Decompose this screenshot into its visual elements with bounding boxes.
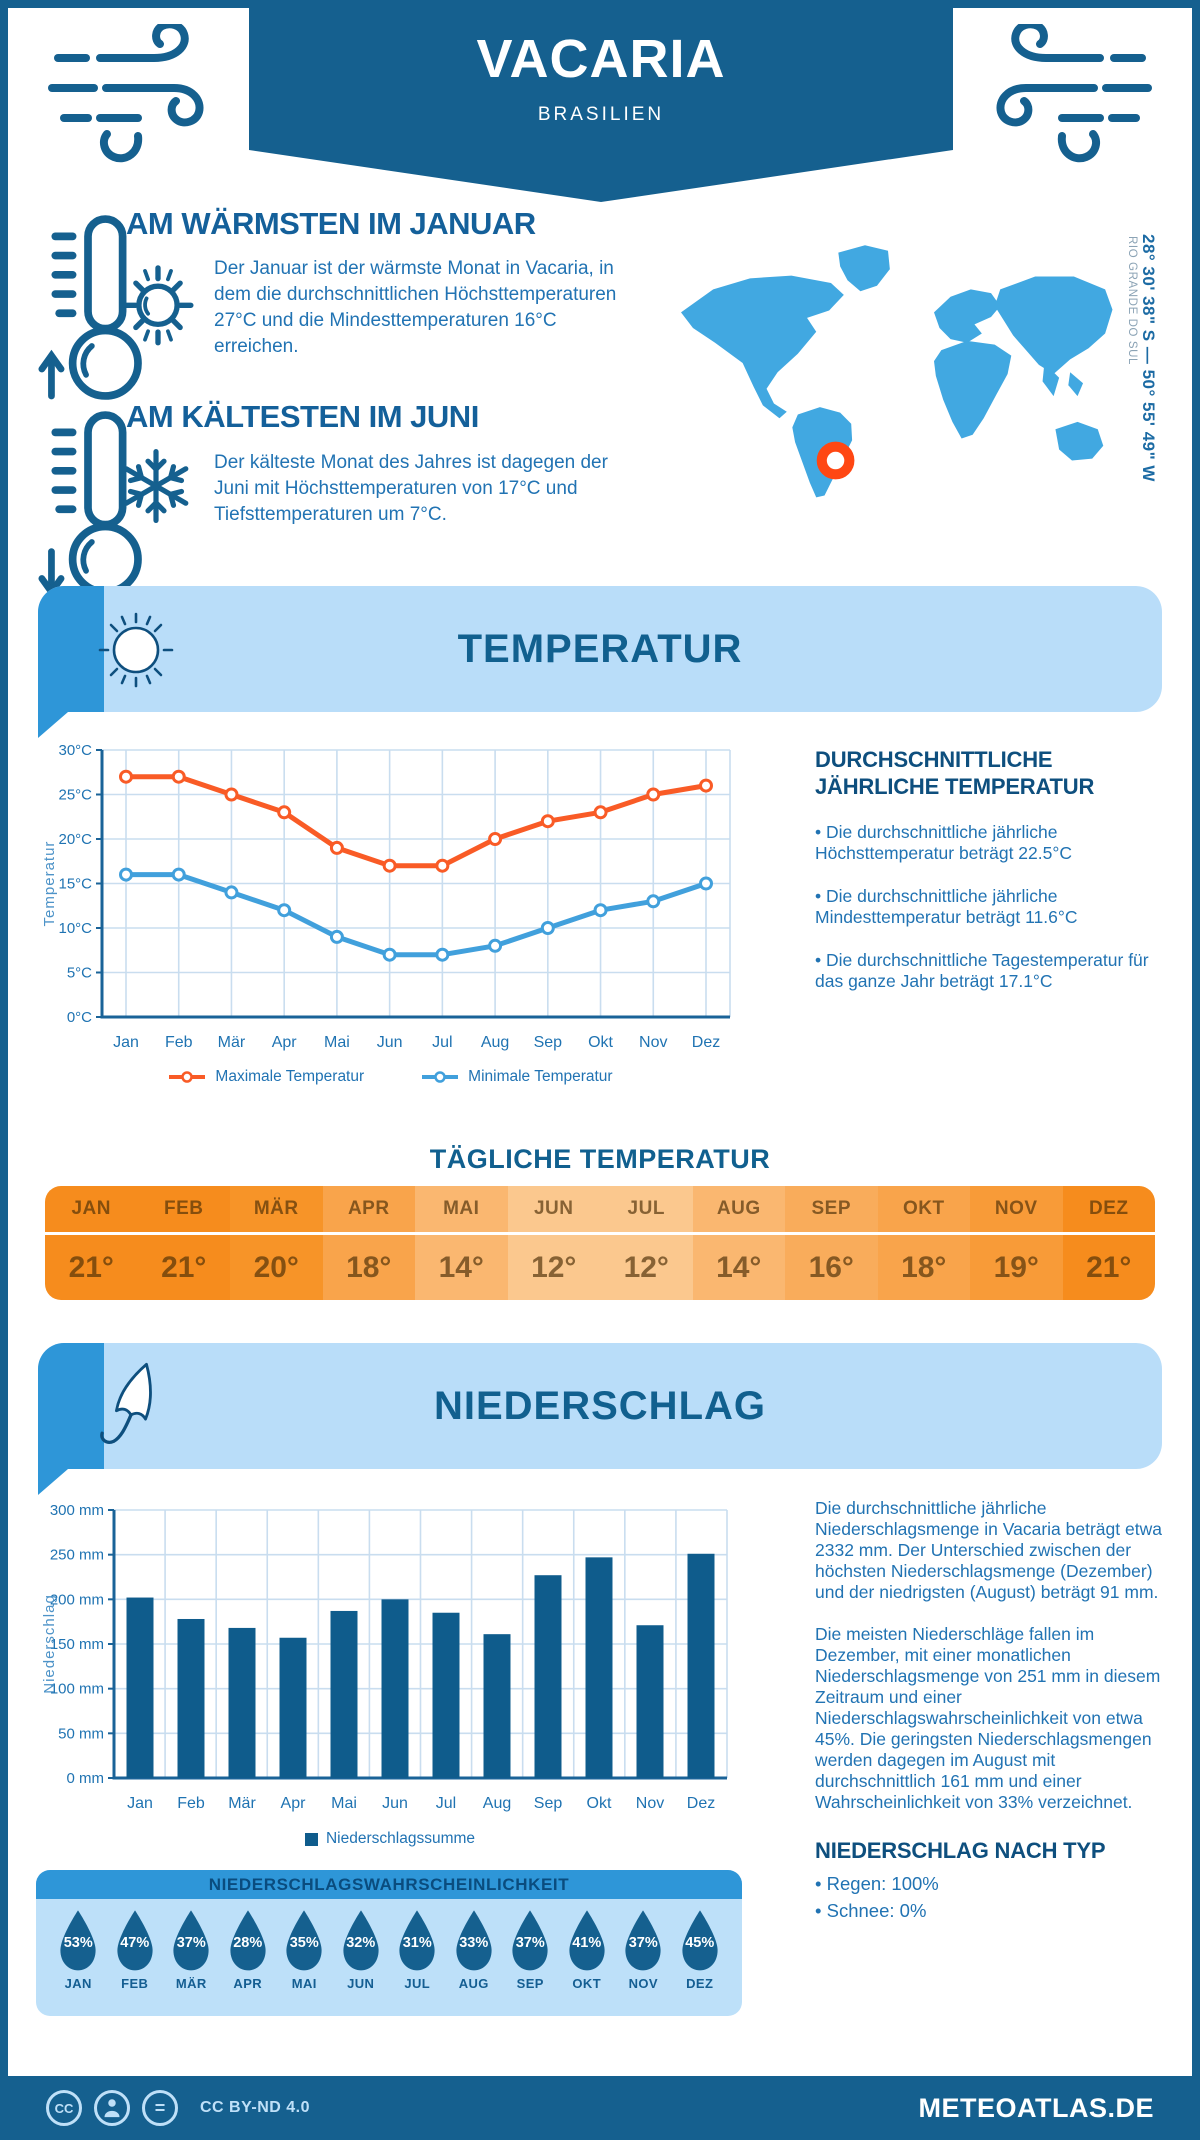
probability-value: 32% [346, 1935, 376, 1952]
legend-item: Minimale Temperatur [420, 1068, 612, 1086]
daily-month-label: MÄR [253, 1198, 299, 1219]
banner-tail [38, 712, 68, 738]
probability-value: 35% [289, 1935, 319, 1952]
svg-text:15°C: 15°C [58, 875, 92, 893]
daily-temp-cell [600, 1186, 693, 1300]
daily-month-label: DEZ [1089, 1198, 1129, 1219]
svg-text:200 mm: 200 mm [49, 1591, 104, 1609]
daily-temp-value: 14° [693, 1232, 786, 1300]
svg-text:Jun: Jun [376, 1034, 403, 1051]
location-marker [822, 447, 850, 475]
footer [0, 2076, 1200, 2140]
probability-value: 41% [572, 1935, 602, 1952]
svg-text:150 mm: 150 mm [49, 1636, 104, 1653]
daily-temp-cell [970, 1186, 1063, 1300]
summary-bullet: • Die durchschnittliche Tagestemperatur für das ganze Jahr beträgt 17.1°C [815, 950, 1171, 992]
precipitation-bar-chart [40, 1502, 740, 1832]
license-icons [46, 2090, 310, 2126]
world-map [658, 216, 1118, 510]
svg-text:0°C: 0°C [66, 1009, 92, 1026]
svg-text:Aug: Aug [480, 1034, 510, 1051]
svg-text:Mai: Mai [324, 1034, 350, 1051]
summary-bullet: • Die durchschnittliche jährliche Höchsttemperatur beträgt 22.5°C [815, 822, 1171, 864]
probability-cell [446, 1907, 503, 1991]
daily-temp-cell [508, 1186, 601, 1300]
probability-month-label: DEZ [686, 1976, 714, 1991]
temperature-line-chart [40, 742, 740, 1072]
svg-text:Apr: Apr [271, 1034, 297, 1051]
banner-chevron [249, 150, 953, 202]
daily-month-label: JUL [627, 1198, 665, 1219]
probability-month-label: JUN [347, 1976, 375, 1991]
svg-text:Mär: Mär [217, 1034, 246, 1051]
legend-swatch [305, 1833, 318, 1846]
probability-month-label: JAN [64, 1976, 92, 1991]
header [249, 8, 953, 150]
svg-text:Sep: Sep [533, 1034, 563, 1051]
svg-text:Dez: Dez [686, 1795, 716, 1812]
summary-bullet: • Die durchschnittliche jährliche Mindesttemperatur beträgt 11.6°C [815, 886, 1171, 928]
svg-text:20°C: 20°C [58, 831, 92, 848]
probability-value: 45% [685, 1935, 715, 1952]
wind-icon [42, 24, 242, 164]
daily-temperature-title: TÄGLICHE TEMPERATUR [429, 1144, 771, 1174]
legend-label: Niederschlagssumme [325, 1830, 476, 1847]
svg-text:5°C: 5°C [66, 964, 92, 982]
daily-temp-cell [138, 1186, 231, 1300]
temperature-summary-panel [815, 746, 1171, 992]
probability-cell [163, 1907, 220, 1991]
precip-type-title: NIEDERSCHLAG NACH TYP [815, 1838, 1106, 1863]
precip-type-bullet: • Schnee: 0% [815, 1897, 1171, 1924]
daily-temp-value: 12° [600, 1232, 693, 1300]
probability-cell [502, 1907, 559, 1991]
daily-temp-value: 18° [878, 1232, 971, 1300]
svg-text:Okt: Okt [586, 1795, 612, 1812]
svg-text:Niederschlag: Niederschlag [41, 1594, 58, 1694]
precipitation-section-banner [38, 1343, 1162, 1469]
temperature-section-banner [38, 586, 1162, 712]
probability-value: 31% [402, 1935, 432, 1952]
svg-text:10°C: 10°C [58, 920, 92, 937]
sun-icon [116, 248, 200, 358]
precipitation-probability-panel [36, 1870, 742, 2016]
probability-value: 37% [176, 1935, 206, 1952]
banner-tail [38, 1469, 68, 1495]
svg-text:250 mm: 250 mm [49, 1546, 104, 1564]
probability-month-label: AUG [458, 1976, 489, 1991]
daily-temp-cell [45, 1186, 138, 1300]
page-title: VACARIA [476, 29, 726, 89]
daily-temp-cell [878, 1186, 971, 1300]
daily-temp-value: 21° [1063, 1232, 1156, 1300]
svg-text:Aug: Aug [482, 1795, 512, 1812]
daily-temp-value: 20° [230, 1232, 323, 1300]
precip-paragraph: Die meisten Niederschläge fallen im Dezember, mit einer monatlichen Niederschlagsmenge von 251 mm in diesem Zeitraum und einer Niederschlagswahrscheinlichkeit von etwa 45%. Die geringsten Niederschlagsmengen werden dagegen im August mit durchschnittlich 161 mm und einer Wahrscheinlichkeit von 33% verzeichnet. [815, 1624, 1161, 1812]
section-title: TEMPERATUR [457, 626, 743, 671]
daily-month-label: JUN [533, 1198, 574, 1219]
daily-month-label: JAN [71, 1198, 111, 1219]
temperature-legend [40, 1068, 740, 1086]
daily-month-label: SEP [811, 1198, 852, 1219]
svg-text:Jul: Jul [435, 1795, 457, 1812]
probability-month-label: FEB [121, 1976, 149, 1991]
daily-temp-value: 12° [508, 1232, 601, 1300]
page-subtitle: BRASILIEN [537, 104, 665, 125]
svg-text:100 mm: 100 mm [49, 1680, 104, 1698]
no-derivatives-icon: = [142, 2090, 178, 2126]
svg-text:Nov: Nov [635, 1795, 665, 1812]
probability-month-label: JUL [404, 1976, 431, 1991]
daily-temp-cell [693, 1186, 786, 1300]
svg-text:Temperatur: Temperatur [41, 840, 58, 927]
wind-icon [958, 24, 1158, 164]
coldest-title: AM KÄLTESTEN IM JUNI [126, 399, 479, 434]
warmest-title: AM WÄRMSTEN IM JANUAR [126, 206, 536, 241]
daily-temp-cell [1063, 1186, 1156, 1300]
precipitation-summary-panel [815, 1498, 1171, 1924]
probability-month-label: MÄR [175, 1976, 207, 1991]
region-text: RIO GRANDE DO SUL [1126, 236, 1138, 366]
attribution-person-icon [94, 2090, 130, 2126]
coordinates-text: 28° 30' 38" S — 50° 55' 49" W [1139, 234, 1158, 482]
daily-temp-cell [230, 1186, 323, 1300]
license-label: CC BY-ND 4.0 [200, 2099, 311, 2116]
snowflake-icon [112, 438, 200, 534]
svg-text:Jul: Jul [432, 1034, 453, 1051]
daily-temp-value: 16° [785, 1232, 878, 1300]
svg-text:0 mm: 0 mm [66, 1770, 104, 1787]
svg-text:Feb: Feb [164, 1034, 193, 1051]
probability-cell [559, 1907, 616, 1991]
svg-text:25°C: 25°C [58, 786, 92, 804]
probability-month-label: APR [233, 1976, 263, 1991]
probability-value: 53% [63, 1935, 93, 1952]
legend-item: Maximale Temperatur [167, 1068, 364, 1086]
svg-text:Okt: Okt [588, 1034, 613, 1051]
svg-text:Feb: Feb [177, 1795, 205, 1812]
daily-month-label: MAI [443, 1198, 480, 1219]
geo-coordinates [1126, 234, 1158, 520]
probability-cell [389, 1907, 446, 1991]
precip-paragraph: Die durchschnittliche jährliche Niederschlagsmenge in Vacaria beträgt etwa 2332 mm. Der Unterschied zwischen der höchsten Niederschlagsmenge (Dezember) und der niedrigsten (August) beträgt 91 mm. [815, 1498, 1162, 1602]
daily-temp-value: 21° [45, 1232, 138, 1300]
precip-type-bullet: • Regen: 100% [815, 1870, 1171, 1897]
probability-cell [50, 1907, 107, 1991]
probability-value: 37% [515, 1935, 545, 1952]
daily-month-label: APR [347, 1198, 390, 1219]
probability-month-label: OKT [572, 1976, 602, 1991]
probability-cell [220, 1907, 277, 1991]
daily-month-label: AUG [716, 1198, 761, 1219]
section-title: NIEDERSCHLAG [433, 1383, 767, 1428]
daily-temp-cell [785, 1186, 878, 1300]
probability-cell [615, 1907, 672, 1991]
probability-value: 47% [120, 1935, 150, 1952]
daily-temp-value: 14° [415, 1232, 508, 1300]
sun-banner-icon [94, 608, 178, 692]
svg-text:30°C: 30°C [58, 742, 92, 759]
cc-icon: CC [46, 2090, 82, 2126]
brand-logo: METEOATLAS.DE [918, 2092, 1154, 2123]
daily-temperature-table [45, 1186, 1155, 1300]
coldest-text: Der kälteste Monat des Jahres ist dagegen der Juni mit Höchsttemperaturen von 17°C und Tiefsttemperaturen um 7°C. [214, 452, 608, 525]
daily-temp-value: 18° [323, 1232, 416, 1300]
probability-value: 28% [233, 1935, 263, 1952]
probability-month-label: NOV [628, 1976, 658, 1991]
svg-text:Apr: Apr [280, 1795, 306, 1812]
daily-temp-value: 21° [138, 1232, 231, 1300]
warmest-text: Der Januar ist der wärmste Monat in Vacaria, in dem die durchschnittlichen Höchsttemperaturen 27°C und die Mindesttemperaturen 16°C erreichen. [214, 258, 617, 357]
svg-text:Jun: Jun [382, 1795, 408, 1812]
daily-temp-cell [323, 1186, 416, 1300]
svg-text:Jan: Jan [113, 1034, 139, 1051]
daily-temp-value: 19° [970, 1232, 1063, 1300]
svg-text:Mär: Mär [228, 1795, 256, 1812]
probability-cell [672, 1907, 729, 1991]
probability-cell [276, 1907, 333, 1991]
daily-month-label: OKT [902, 1198, 945, 1219]
daily-temp-cell [415, 1186, 508, 1300]
svg-text:300 mm: 300 mm [49, 1502, 104, 1519]
svg-text:50 mm: 50 mm [58, 1725, 104, 1743]
probability-cell [107, 1907, 164, 1991]
daily-month-label: FEB [164, 1198, 204, 1219]
probability-title: NIEDERSCHLAGSWAHRSCHEINLICHKEIT [36, 1870, 742, 1899]
probability-cell [333, 1907, 390, 1991]
probability-value: 37% [628, 1935, 658, 1952]
svg-text:Mai: Mai [331, 1795, 357, 1812]
probability-month-label: MAI [291, 1976, 317, 1991]
svg-text:Jan: Jan [127, 1795, 153, 1812]
svg-text:Nov: Nov [639, 1034, 668, 1051]
svg-text:Dez: Dez [691, 1034, 721, 1051]
probability-value: 33% [459, 1935, 489, 1952]
probability-month-label: SEP [516, 1976, 544, 1991]
daily-month-label: NOV [994, 1198, 1038, 1219]
probability-drops [36, 1899, 742, 1991]
precipitation-legend [40, 1830, 740, 1848]
summary-title: DURCHSCHNITTLICHE JÄHRLICHE TEMPERATUR [815, 747, 1095, 799]
svg-text:Sep: Sep [533, 1795, 563, 1812]
umbrella-icon [92, 1357, 178, 1461]
